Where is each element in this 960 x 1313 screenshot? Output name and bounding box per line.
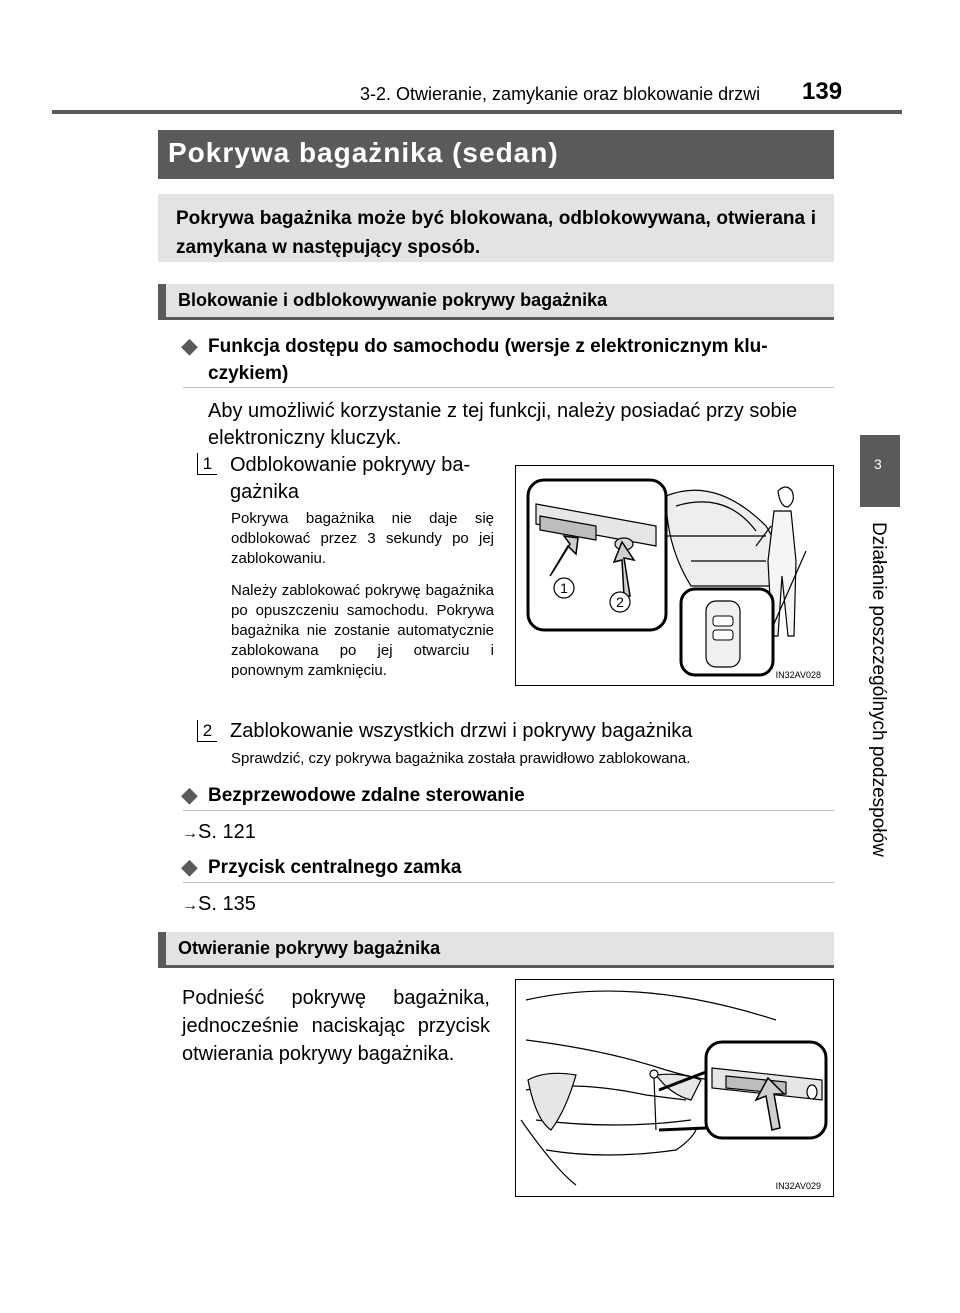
subheading-smart-key-l2: czykiem): [208, 363, 289, 384]
figure-id: IN32AV028: [775, 670, 821, 680]
header-section-title: 3-2. Otwieranie, zamykanie oraz blokowanie drzwi: [360, 84, 761, 104]
item1-note-2: Należy zablokować pokrywę bagażnika po opuszczeniu samochodu. Pokrywa bagażnika nie zostanie automatycznie zablokowana po jej otwarciu i ponownym zamknięciu.: [231, 582, 494, 679]
illustration-trunk-smart-key: [515, 465, 834, 686]
section-heading-lock: Blokowanie i odblokowywanie pokrywy bagażnika: [178, 290, 608, 310]
item1-title-l2: gażnika: [230, 481, 299, 503]
subheading-rule: [183, 387, 834, 388]
diamond-icon: ◆: [181, 782, 198, 807]
section-heading-underline: [158, 317, 834, 320]
central-lock-ref[interactable]: [182, 890, 256, 920]
page-title: Pokrywa bagażnika (sedan): [168, 137, 559, 168]
section-heading-opening: Otwieranie pokrywy bagażnika: [178, 938, 441, 958]
central-lock-ref-text: S. 135: [198, 893, 256, 915]
remote-ref[interactable]: [182, 818, 256, 848]
item2-title: Zablokowanie wszystkich drzwi i pokrywy bagażnika: [230, 720, 693, 742]
title-underline: [158, 176, 834, 179]
diamond-icon: ◆: [181, 333, 198, 358]
illustration-trunk-opener-drawing: [516, 980, 832, 1195]
item-number-2: 2: [197, 720, 217, 742]
header-rule: [52, 110, 902, 114]
section-heading-underline: [158, 965, 834, 968]
smart-key-text-l2: elektroniczny kluczyk.: [208, 427, 402, 449]
item-number-1: 1: [197, 453, 217, 475]
subheading-central-lock: Przycisk centralnego zamka: [208, 857, 462, 878]
subheading-smart-key-l1: Funkcja dostępu do samochodu (wersje z elektronicznym klu-: [208, 336, 768, 357]
figure-callout-1: 1: [560, 580, 568, 596]
arrow-right-icon: →: [182, 825, 198, 842]
diamond-icon: ◆: [181, 854, 198, 879]
subheading-rule: [183, 882, 834, 883]
illustration-trunk-smart-key-drawing: [516, 466, 832, 684]
figure-id: IN32AV029: [775, 1181, 821, 1191]
subheading-rule: [183, 810, 834, 811]
subheading-remote: Bezprzewodowe zdalne sterowanie: [208, 785, 525, 806]
intro-text: Pokrywa bagażnika może być blokowana, odblokowywana, otwierana i zamykana w następujący sposób.: [176, 208, 816, 258]
smart-key-text-l1: Aby umożliwić korzystanie z tej funkcji, należy posiadać przy sobie: [208, 400, 798, 422]
chapter-number: 3: [874, 456, 882, 472]
arrow-right-icon: →: [182, 897, 198, 914]
illustration-trunk-opener: [515, 979, 834, 1197]
chapter-label: Działanie poszczególnych podzespołów: [868, 522, 889, 857]
item1-note-1: Pokrywa bagażnika nie daje się odblokować przez 3 sekundy po jej zablokowaniu.: [231, 510, 494, 567]
item2-note: Sprawdzić, czy pokrywa bagażnika została prawidłowo zablokowana.: [231, 750, 691, 767]
opening-text: Podnieść pokrywę bagażnika, jednocześnie naciskając przycisk otwierania pokrywy bagażnika.: [182, 987, 490, 1065]
figure-callout-2: 2: [616, 594, 624, 610]
item1-title-l1: Odblokowanie pokrywy ba-: [230, 454, 471, 476]
page-number: 139: [802, 78, 843, 105]
remote-ref-text: S. 121: [198, 821, 256, 843]
